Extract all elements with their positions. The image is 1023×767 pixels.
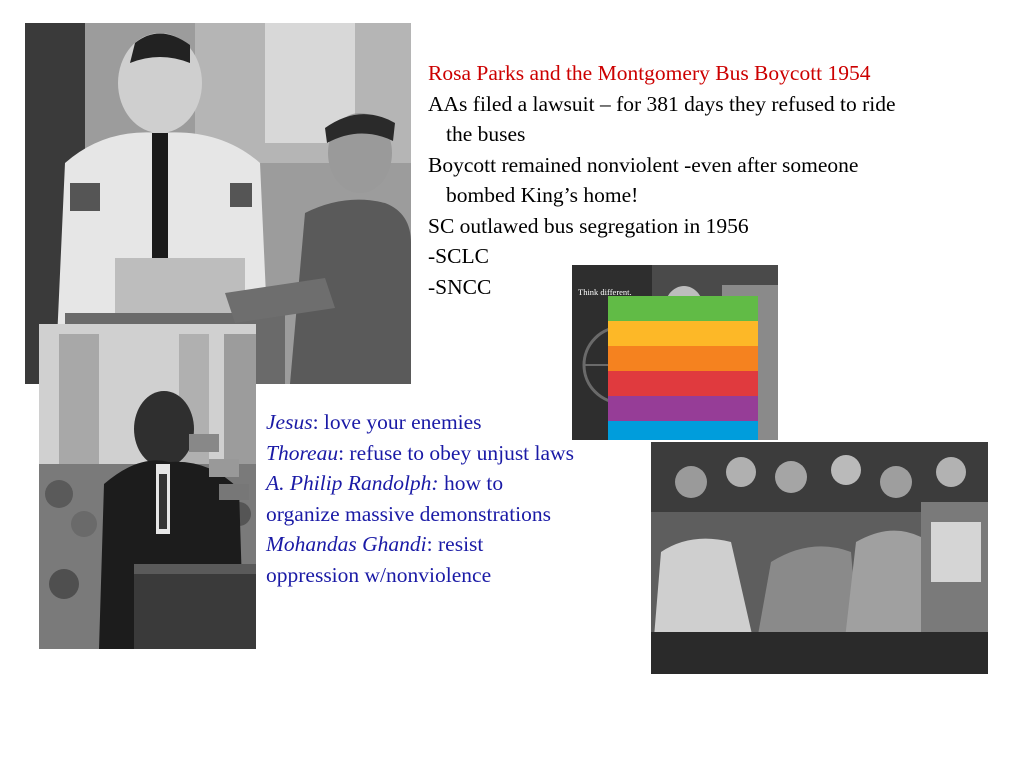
- influence-gandhi-cont: oppression w/nonviolence: [266, 562, 492, 587]
- bullet-sncc: -SNCC: [428, 274, 492, 299]
- bullet-lawsuit: AAs filed a lawsuit – for 381 days they refused to ride: [428, 91, 896, 116]
- influence-gandhi: Mohandas Ghandi: resist: [266, 532, 484, 556]
- boycott-text-block: [428, 58, 998, 302]
- bullet-sclc: -SCLC: [428, 244, 489, 268]
- influence-randolph: A. Philip Randolph: how to: [266, 471, 504, 495]
- bullet-nonviolent-cont: bombed King’s home!: [446, 183, 639, 207]
- influences-block: [266, 407, 646, 590]
- sit-in-protest-photo: [651, 442, 988, 674]
- bullet-sc-ruling: SC outlawed bus segregation in 1956: [428, 213, 749, 238]
- influence-thoreau: Thoreau: refuse to obey unjust laws: [266, 440, 574, 465]
- influence-jesus: Jesus: love your enemies: [266, 410, 482, 434]
- bullet-nonviolent: Boycott remained nonviolent -even after someone: [428, 152, 859, 177]
- martin-luther-king-photo: [39, 324, 256, 649]
- bullet-lawsuit-cont: the buses: [446, 122, 526, 146]
- think-different-caption: Think different.: [578, 287, 632, 297]
- influence-randolph-cont: organize massive demonstrations: [266, 501, 552, 526]
- slide-title: Rosa Parks and the Montgomery Bus Boycott 1954: [428, 61, 871, 85]
